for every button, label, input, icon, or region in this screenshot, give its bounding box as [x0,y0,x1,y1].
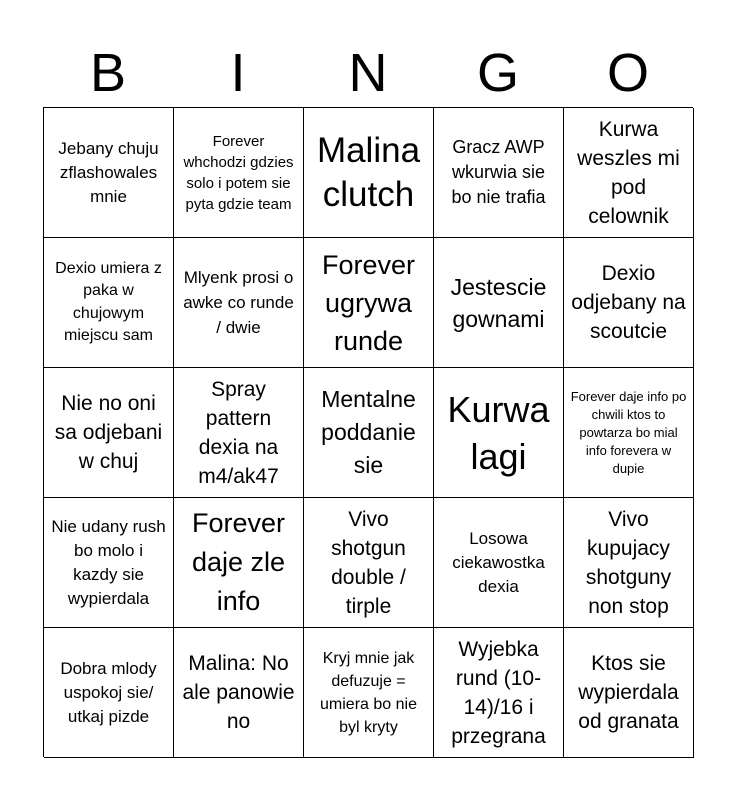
cell-text: Nie no oni sa odjebani w chuj [54,392,163,473]
bingo-cell[interactable] [564,238,694,368]
cell-text: Vivo shotgun double / tirple [331,507,406,618]
bingo-cell[interactable] [564,498,694,628]
cell-text: Kurwa weszles mi pod celownik [577,117,680,228]
bingo-cell[interactable] [304,628,434,758]
bingo-header [43,38,693,108]
header-letter-b: B [89,43,127,103]
cell-text: Ktos sie wypierdala od granata [578,652,679,733]
cell-text: Kurwa lagi [447,388,550,477]
cell-text: Dobra mlody uspokoj sie/ utkaj pizde [60,658,157,726]
cell-text: Mentalne poddanie sie [321,386,416,478]
header-letter-o: O [606,43,649,103]
bingo-cell[interactable] [44,498,174,628]
bingo-cell[interactable] [304,368,434,498]
bingo-cell[interactable] [434,368,564,498]
bingo-cell[interactable] [564,108,694,238]
cell-text: Spray pattern dexia na m4/ak47 [198,377,279,488]
cell-text: Vivo kupujacy shotguny non stop [585,507,672,618]
cell-text: Wyjebka rund (10-14)/16 i przegrana [451,637,546,748]
bingo-cell[interactable] [174,498,304,628]
bingo-cell[interactable] [564,368,694,498]
cell-text: Nie udany rush bo molo i kazdy sie wypierdala [51,516,166,608]
cell-text: Forever daje info po chwili ktos to powtarza bo mial info forevera w dupie [570,388,687,476]
cell-text: Forever daje zle info [191,508,286,616]
cell-text: Jestescie gownami [450,273,547,332]
cell-text: Dexio umiera z paka w chujowym miejscu sam [55,259,162,344]
bingo-cell[interactable] [434,108,564,238]
header-letter-i: I [230,43,246,103]
bingo-cell[interactable] [434,238,564,368]
cell-text: Mlyenk prosi o awke co runde / dwie [183,268,294,337]
cell-text: Kryj mnie jak defuzuje = umiera bo nie byl kryty [320,649,417,736]
cell-text: Jebany chuju zflashowales mnie [58,138,159,206]
header-letter-g: G [476,43,519,103]
header-letter-n: N [348,43,388,103]
bingo-cell[interactable] [564,628,694,758]
bingo-cell[interactable] [174,238,304,368]
bingo-cell[interactable] [174,628,304,758]
cell-text: Forever ugrywa runde [321,249,416,356]
cell-text: Dexio odjebany na scoutcie [571,262,686,343]
bingo-cell[interactable] [174,108,304,238]
bingo-cell[interactable] [434,628,564,758]
cell-text: Forever whchodzi gdzies solo i potem sie pyta gdzie team [183,132,294,213]
bingo-cell[interactable] [304,498,434,628]
bingo-cell[interactable] [304,108,434,238]
bingo-cell[interactable] [44,628,174,758]
cell-text: Malina: No ale panowie no [182,652,295,733]
bingo-cell[interactable] [304,238,434,368]
bingo-cell[interactable] [44,368,174,498]
bingo-cell[interactable] [44,238,174,368]
bingo-board [43,107,693,757]
cell-text: Gracz AWP wkurwia sie bo nie trafia [451,137,546,207]
bingo-cell[interactable] [44,108,174,238]
bingo-cell[interactable] [434,498,564,628]
cell-text: Malina clutch [316,130,421,214]
bingo-cell[interactable] [174,368,304,498]
cell-text: Losowa ciekawostka dexia [452,528,545,596]
